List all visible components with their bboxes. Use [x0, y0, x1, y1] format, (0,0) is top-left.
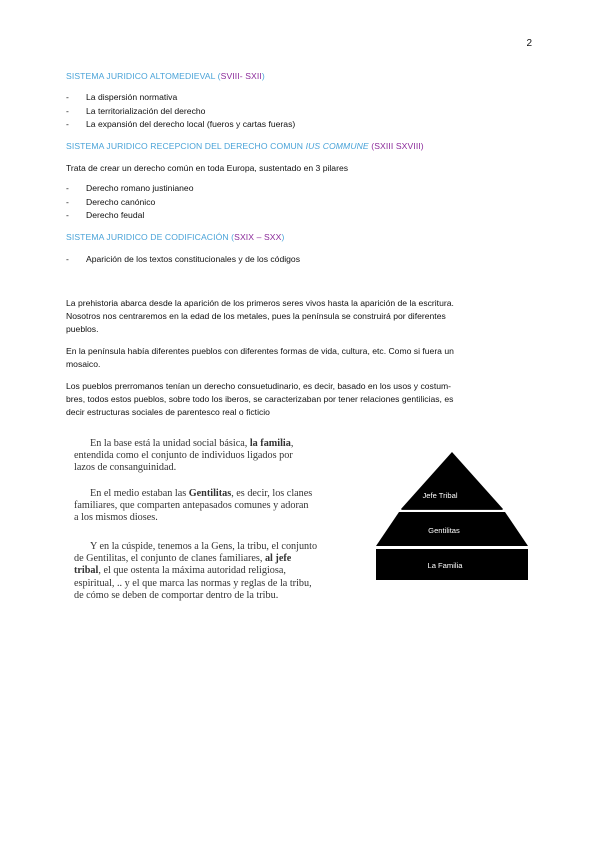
scan-paragraph-gentilitas: En el medio estaban las Gentilitas, es decir, los clanes familiares, que comparten antepasados comunes y adoran a los mismos dioses.: [74, 488, 313, 524]
social-pyramid: [376, 452, 528, 580]
pyramid-label-bottom: La Familia: [427, 561, 463, 570]
list-item: - La dispersión normativa: [66, 92, 178, 102]
scan-paragraph-familia: En la base está la unidad social básica, la familia, entendida como el conjunto de individuos ligados por lazos de consanguinidad.: [74, 438, 294, 474]
list-item: - Derecho feudal: [66, 210, 145, 220]
bullet-list-codificacion: [66, 253, 300, 267]
section-title-altomedieval: SISTEMA JURIDICO ALTOMEDIEVAL (SVIII- SXII): [66, 71, 265, 81]
section-title-ius-commune: SISTEMA JURIDICO RECEPCION DEL DERECHO COMUN IUS COMMUNE (SXIII SXVIII): [66, 141, 424, 151]
section-title-codificacion: SISTEMA JURIDICO DE CODIFICACIÓN (SXIX – SXX): [66, 232, 285, 242]
paragraph-pueblos: En la península había diferentes pueblos con diferentes formas de vida, cultura, etc. Como si fuera un mosaico.: [66, 346, 454, 369]
list-item: - La territorialización del derecho: [66, 105, 206, 116]
bullet-list-pilares: [66, 182, 194, 223]
list-item: - Derecho romano justinianeo: [66, 183, 194, 193]
bullet-list-altomedieval: [66, 91, 295, 132]
page-number: 2: [526, 38, 532, 49]
pyramid-label-top: Jefe Tribal: [422, 491, 458, 500]
list-item: - La expansión del derecho local (fueros y cartas fueras): [66, 119, 296, 129]
list-item: - Aparición de los textos constitucionales y de los códigos: [66, 254, 301, 264]
paragraph-prehistoria: La prehistoria abarca desde la aparición de los primeros seres vivos hasta la aparición de la escritura. Nosotros nos centraremos en la edad de los metales, pues la península se construirá por diferentes pueblos.: [66, 298, 454, 334]
list-item: - Derecho canónico: [66, 196, 156, 207]
ius-commune-intro: Trata de crear un derecho común en toda Europa, sustentado en 3 pilares: [66, 163, 349, 173]
scan-paragraph-jefe-tribal: Y en la cúspide, tenemos a la Gens, la tribu, el conjunto de Gentilitas, el conjunto de clanes familiares, al jefe tribal, el que ostenta la máxima autoridad religiosa, espiritual, .. y el que marca las normas y reglas de la tribu, de cómo se deben de comportar dentro de la tribu.: [74, 541, 318, 601]
pyramid-label-middle: Gentilitas: [428, 526, 460, 535]
paragraph-prerromanos: Los pueblos prerromanos tenían un derecho consuetudinario, es decir, basado en los usos y costum- bres, todos estos pueblos, sobre todo los iberos, se caracterizaban por tener relaciones gentilicias, es decir estructuras sociales de parentesco real o ficticio: [66, 381, 454, 417]
